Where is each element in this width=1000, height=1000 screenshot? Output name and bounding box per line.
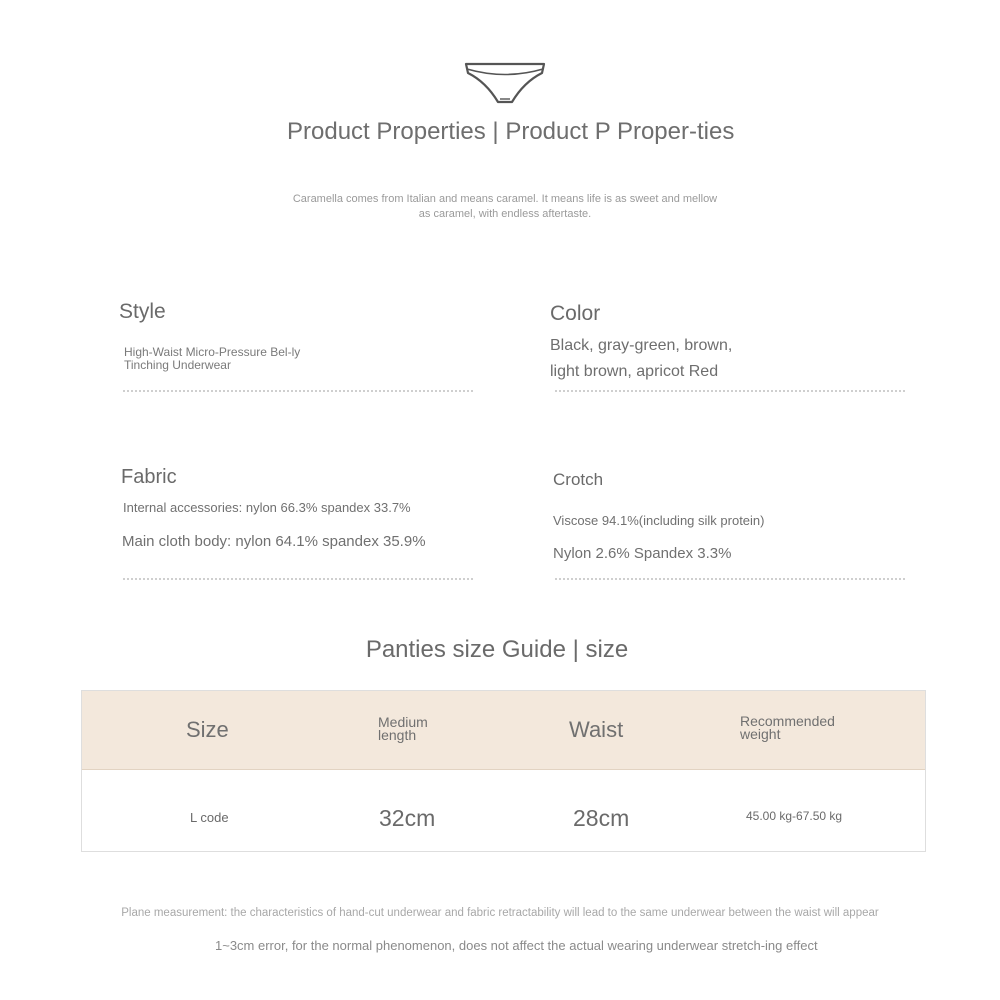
crotch-viscose: Viscose 94.1%(including silk protein): [553, 513, 765, 528]
header-waist: Waist: [569, 717, 624, 742]
style-value: High-Waist Micro-Pressure Bel-ly Tinching Underwear: [124, 345, 301, 372]
measurement-note: Plane measurement: the characteristics of hand-cut underwear and fabric retractability will lead to the same underwear between the waist will appear: [121, 907, 879, 919]
crotch-label: Crotch: [553, 470, 604, 489]
size-table: [81, 690, 926, 852]
row-weight: 45.00 kg-67.50 kg: [746, 809, 843, 823]
fabric-main: Main cloth body: nylon 64.1% spandex 35.9%: [122, 533, 426, 550]
row-length: 32cm: [379, 805, 436, 831]
style-label: Style: [119, 300, 166, 323]
style-divider: [123, 390, 473, 392]
fabric-label: Fabric: [121, 466, 177, 488]
row-waist: 28cm: [573, 805, 630, 831]
page-subtitle: Caramella comes from Italian and means caramel. It means life is as sweet and mellow as caramel, with endless aftertaste.: [292, 193, 718, 220]
crotch-nylon: Nylon 2.6% Spandex 3.3%: [553, 545, 732, 562]
header-recommended-weight: Recommended weight: [740, 713, 835, 742]
color-value: Black, gray-green, brown, light brown, apricot Red: [550, 337, 733, 380]
size-guide-title: Panties size Guide | size: [365, 636, 629, 663]
color-label: Color: [550, 302, 601, 325]
crotch-divider: [555, 578, 905, 580]
row-size: L code: [190, 810, 229, 825]
size-table-header: [82, 691, 925, 770]
header-size: Size: [186, 717, 229, 742]
fabric-internal: Internal accessories: nylon 66.3% spandex 33.7%: [123, 500, 411, 515]
color-divider: [555, 390, 905, 392]
page-title: Product Properties | Product P Proper-ties: [287, 118, 735, 145]
fabric-divider: [123, 578, 473, 580]
measurement-note-continued: 1~3cm error, for the normal phenomenon, does not affect the actual wearing underwear stretch-ing effect: [215, 938, 818, 953]
header-medium-length: Medium length: [378, 714, 428, 743]
panties-icon: [462, 58, 548, 108]
